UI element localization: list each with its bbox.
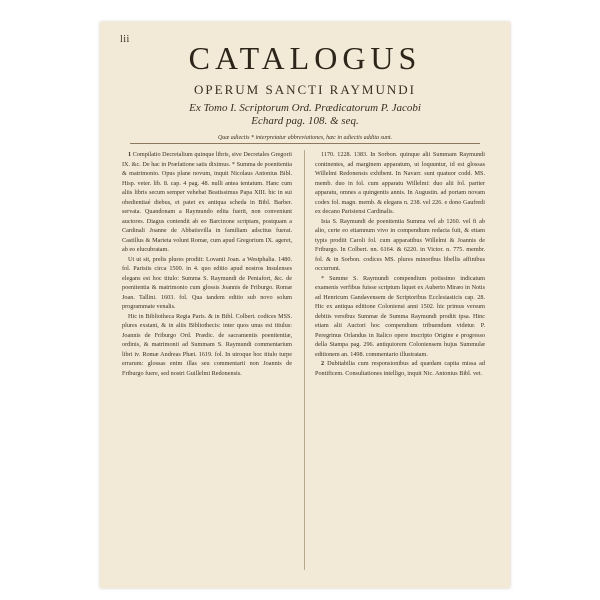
entry-number: 2 bbox=[321, 360, 325, 367]
paragraph: Hic in Bibliotheca Regia Paris. & in Bibl. Colbert. codices MSS. plures exstant, & in aliis Bibliothecis: inter quos unus est titulus: Joannis de Friburgo Ord. Prædic. de sacramentis poenitentiæ, ordinis, & matrimonii ad Summam S. Raymundi commentarium libri iv. Romæ Andreas Phæi. 1619. fol. In utroque hoc titulo turpe errarum: glossas enim illas seu commentarii non Joannis de Friburgo fuere, sed nostri Guillelmi Redonensis. bbox=[122, 312, 292, 377]
right-column bbox=[315, 150, 485, 570]
page-subtitle: OPERUM SANCTI RAYMUNDI bbox=[194, 82, 416, 97]
page-number: lii bbox=[120, 34, 130, 45]
paragraph-text: Compilatio Decretalium quinque libris, sive Decretales Gregorii IX. &c. De hac in Præfatione satis diximus. * Summa de poenitentia & matrimonio. Opus plane novum, inquit Nicolaus Antonius Bibl. Hisp. veter. lib. 8. cap. 4 pag. 48. nulli antea tentatum. Hanc cum aliis libris secum semper vehebat Beatissimus Papa XIII. hic in sui obedientiaé diebus, et patet ex antiqua scheda in Bibl. Barber. servata. Quandonam a Raymundo edita fuerit, non conveniunt auctores. Diagus contendit ab eo Barcinone scriptam, postquam a Cardinali Joanne de Abbatisvilla in familiam adscitus fuerat. Castillus & Marieta volunt Romæ, cum apud Gregorium IX. ageret, ab eo elucubratam. bbox=[122, 151, 292, 253]
entry-number: 1 bbox=[128, 151, 132, 158]
paragraph: * Summe S. Raymundi compendium potissimo indicatum examenis verfibus fuisse scriptum liquet ex Auberto Miræo in Notis ad Henricum Gandavensem de Scriptoribus Ecclesiasticis cap. 28. Hic ex antiqua editione Coloniensi anni 1502. hic primus versum debitis versibus Summæ de Summa Raymundi prodiit ipsa. Hinc etiam alii Auctori hoc compendium tribuendum videtur. P. Peregrinus Orlandus in Italico opere inscripto Origine e progresso della Stampa pag. 296. antiquiorem Coloniensem hujus Summulæ editionem an. 1498. commentario illustratam. bbox=[315, 274, 485, 358]
document-page bbox=[100, 22, 510, 588]
paragraph: 1170. 1228. 1383. In Sorbon. quinque alii Summam Raymundi continentes, ad marginem apparatum, ut loquuntur, id est glossas Willelmi Redonensis exhibent. In Navarr. sunt quatuor codd. MS. memb. duo in fol. cum apparatu Willelmi: duo alii fol. pariter apparatu, omnes a quingentis annis. In Augustin. ad portam novam codex fol. magn. memb. & elegans n. 238. vel 226. e dono Gaufredi ex decano Parisiensi Cardinalis. bbox=[315, 151, 485, 215]
page-title: CATALOGUS bbox=[188, 40, 422, 76]
paragraph: Ut ut sit, prelis plures prodiit: Lovanii Joan. a Westphalia. 1480. fol. Parisiis circa 1500. in 4. quo editio apud nostros Insulenses elegans est hoc titulo: Summa S. Raymundi de Peniafort, &c. de poenitentia & matrimonio cum glossis Joannis de Friburgo. Romæ Joan. Tallini. 1603. fol. Qua tandem editio sub novo solum programmate venalis. bbox=[122, 255, 292, 310]
paragraph-text: Dubitabilia cum responsionibus ad quædam capita missa ad Pontificem. Consultationes intelligo, inquit Nic. Antonius Bibl. vet. bbox=[315, 360, 485, 377]
paragraph bbox=[315, 359, 485, 378]
paragraph: Ista S. Raymundi de poenitentia Summa vel ab 1260. vel fi ab alio, certe eo etiamnum vivo in compendium redacta fuit, & etiam typis prodiit Caroli fol. cum apparatibus Willelmi & Joannis de Friburgo. In Colbert. nn. 6164. & 6220. in Victor. n. 775. membr. fol. & in Sorbon. codices MS. plures minoribus libellis affinibus occurrunt. bbox=[315, 217, 485, 272]
left-column bbox=[122, 150, 292, 570]
source-line-2: Echard pag. 108. & seq. bbox=[251, 115, 359, 127]
editorial-note: Quæ adiectis * interpretatur abbreviationes, hæc in adiectis addita sunt. bbox=[130, 135, 480, 144]
column-divider bbox=[304, 150, 305, 570]
paragraph bbox=[122, 150, 292, 255]
source-line-1: Ex Tomo I. Scriptorum Ord. Prædicatorum P. Jacobi bbox=[189, 102, 421, 114]
source-reference bbox=[140, 102, 470, 128]
